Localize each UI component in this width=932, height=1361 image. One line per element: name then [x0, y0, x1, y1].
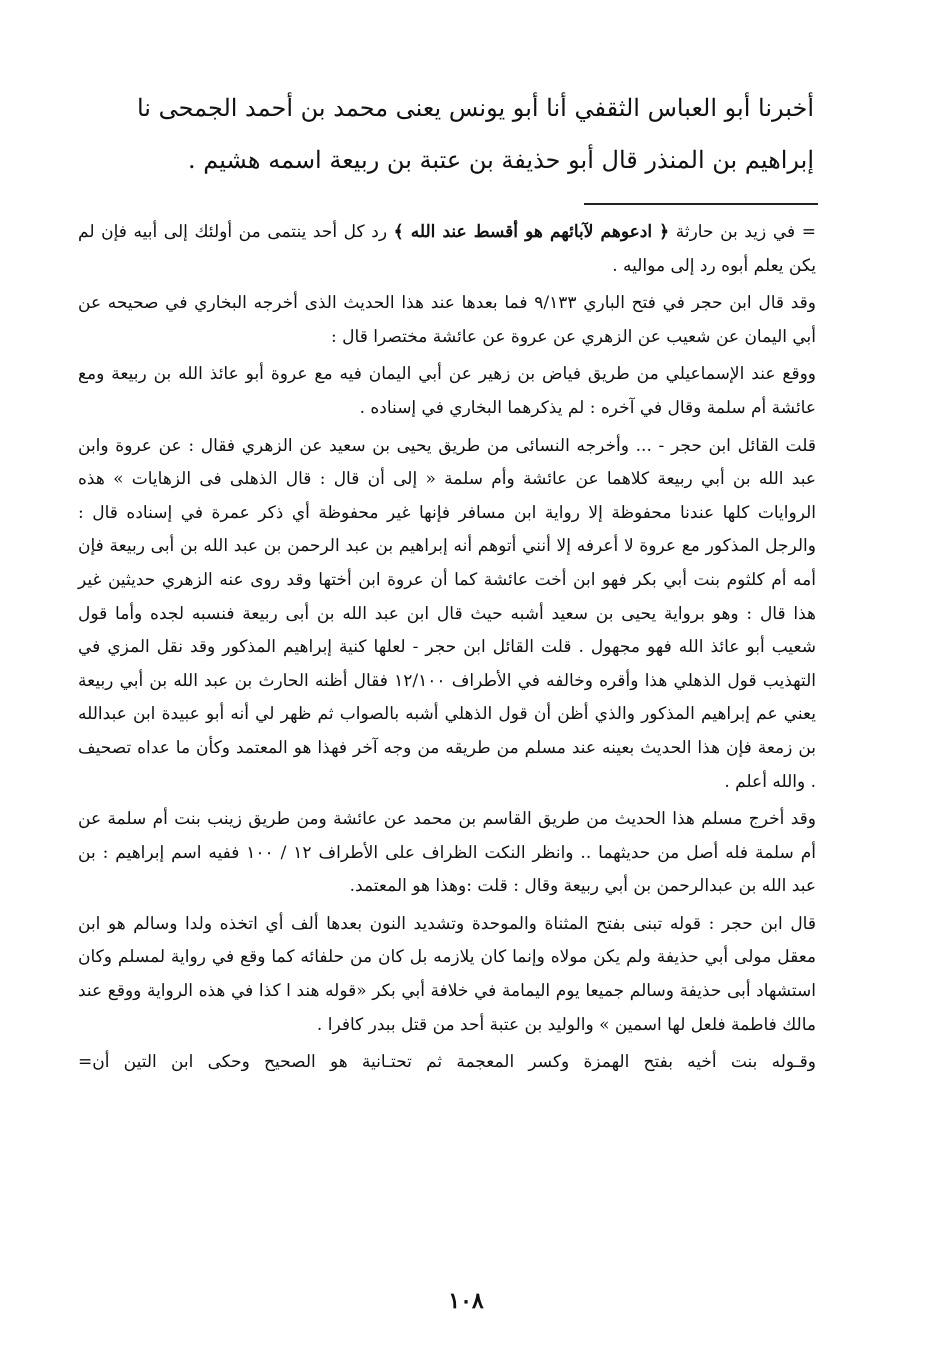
footnote-paragraph-1-suffix: رد كل أحد ينتمى من أولئك إلى أبيه فإن لم يكن يعلم أبوه رد إلى مواليه . [78, 222, 816, 276]
main-text-line-1: أخبرنا أبو العباس الثقفي أنا أبو يونس يعنى محمد بن أحمد الجمحى نا [136, 94, 814, 122]
footnote-paragraph-7: وقـوله بنت أخيه بفتح الهمزة وكسر المعجمة ثم تحتـانية هو الصحيح وحكى ابن التين أن= [78, 1052, 816, 1073]
footnote-paragraph-1-prefix: = في زيد بن حارثة [669, 222, 816, 242]
footnote-paragraph-5: وقد أخرج مسلم هذا الحديث من طريق القاسم بن محمد عن عائشة ومن طريق زينب بنت أم سلمة عن أم سلمة فله أصل من حديثهما .. وانظر النكت الظراف على الأطراف ١٢ / ١٠٠ ففيه اسم إبراهيم : بن عبد الله بن عبدالرحمن بن أبي ربيعة وقال : قلت :وهذا هو المعتمد. [78, 809, 816, 897]
footnote-divider [584, 203, 818, 205]
footnotes [78, 216, 816, 1084]
quran-verse: ﴿ ادعوهم لآبائهم هو أقسط عند الله ﴾ [393, 222, 670, 242]
footnote-paragraph-6: قال ابن حجر : قوله تبنى بفتح المثناة والموحدة وتشديد النون بعدها ألف أي اتخذه ولدا وسالم هو ابن معقل مولى أبي حذيفة ولم يكن مولاه وإنما كان يلازمه بل كان من حلفائه كما وقع في رواية لمسلم وكان استشهاد أبى حذيفة وسالم جميعا يوم اليمامة في خلافة أبي بكر «قوله هند ا كذا في هذه الرواية ووقع عند مالك فاطمة فلعل لها اسمين » والوليد بن عتبة أحد من قتل ببدر كافرا . [78, 913, 816, 1035]
page-number: ١٠٨ [448, 1288, 484, 1314]
main-text [78, 82, 814, 186]
footnote-paragraph-3: ووقع عند الإسماعيلي من طريق فياض بن زهير عن أبي اليمان فيه مع عروة أبو عائذ الله بن ربيعة ومع عائشة أم سلمة وقال في آخره : لم يذكرهما البخاري في إسناده . [78, 364, 816, 418]
footnote-paragraph-4: قلت القائل ابن حجر - ... وأخرجه النسائى من طريق يحيى بن سعيد عن الزهري فقال : عن عروة وابن عبد الله بن أبي ربيعة كلاهما عن عائشة وأم سلمة « إلى أن قال : قال الذهلى فى الزهايات » هذه الروايات كلها عندنا محفوظة إلا رواية ابن مسافر فإنها غير محفوظة أي ذكر عمرة في إسناده قال : والرجل المذكور مع عروة لا أعرفه إلا أنني أتوهم أنه إبراهيم بن عبد الرحمن بن عبد الله بن أبى ربيعة فإن أمه أم كلثوم بنت أبي بكر فهو ابن أخت عائشة كما أن عروة ابن أختها وقد روى عنه الزهري حديثين غير هذا قال : وهو برواية يحيى بن سعيد أشبه حيث قال ابن عبد الله بن أبى ربيعة فنسبه لجده وأما قول شعيب أبو عائذ الله فهو مجهول . قلت القائل ابن حجر - لعلها كنية إبراهيم المذكور وقد نقل المزي في التهذيب قول الذهلي هذا وأقره وخالفه في الأطراف ١٢/١٠٠ فقال أظنه الحارث بن عبد الله بن أبي ربيعة يعني عم إبراهيم المذكور والذي أظن أن قول الذهلي أشبه بالصواب ثم ظهر لي أنه أبو عبيدة ابن عبدالله بن زمعة فإن هذا الحديث بعينه عند مسلم من طريقه من وجه آخر فهذا هو المعتمد وكأن ما عداه تصحيف . والله أعلم . [78, 435, 817, 792]
main-text-line-2: إبراهيم بن المنذر قال أبو حذيفة بن عتبة بن ربيعة اسمه هشيم . [188, 146, 814, 174]
footnote-paragraph-2: وقد قال ابن حجر في فتح الباري ٩/١٣٣ فما بعدها عند هذا الحديث الذى أخرجه البخاري في صحيحه عن أبي اليمان عن شعيب عن الزهري عن عروة عن عائشة مختصرا قال : [78, 293, 816, 347]
footnote-paragraph-1 [78, 216, 816, 283]
